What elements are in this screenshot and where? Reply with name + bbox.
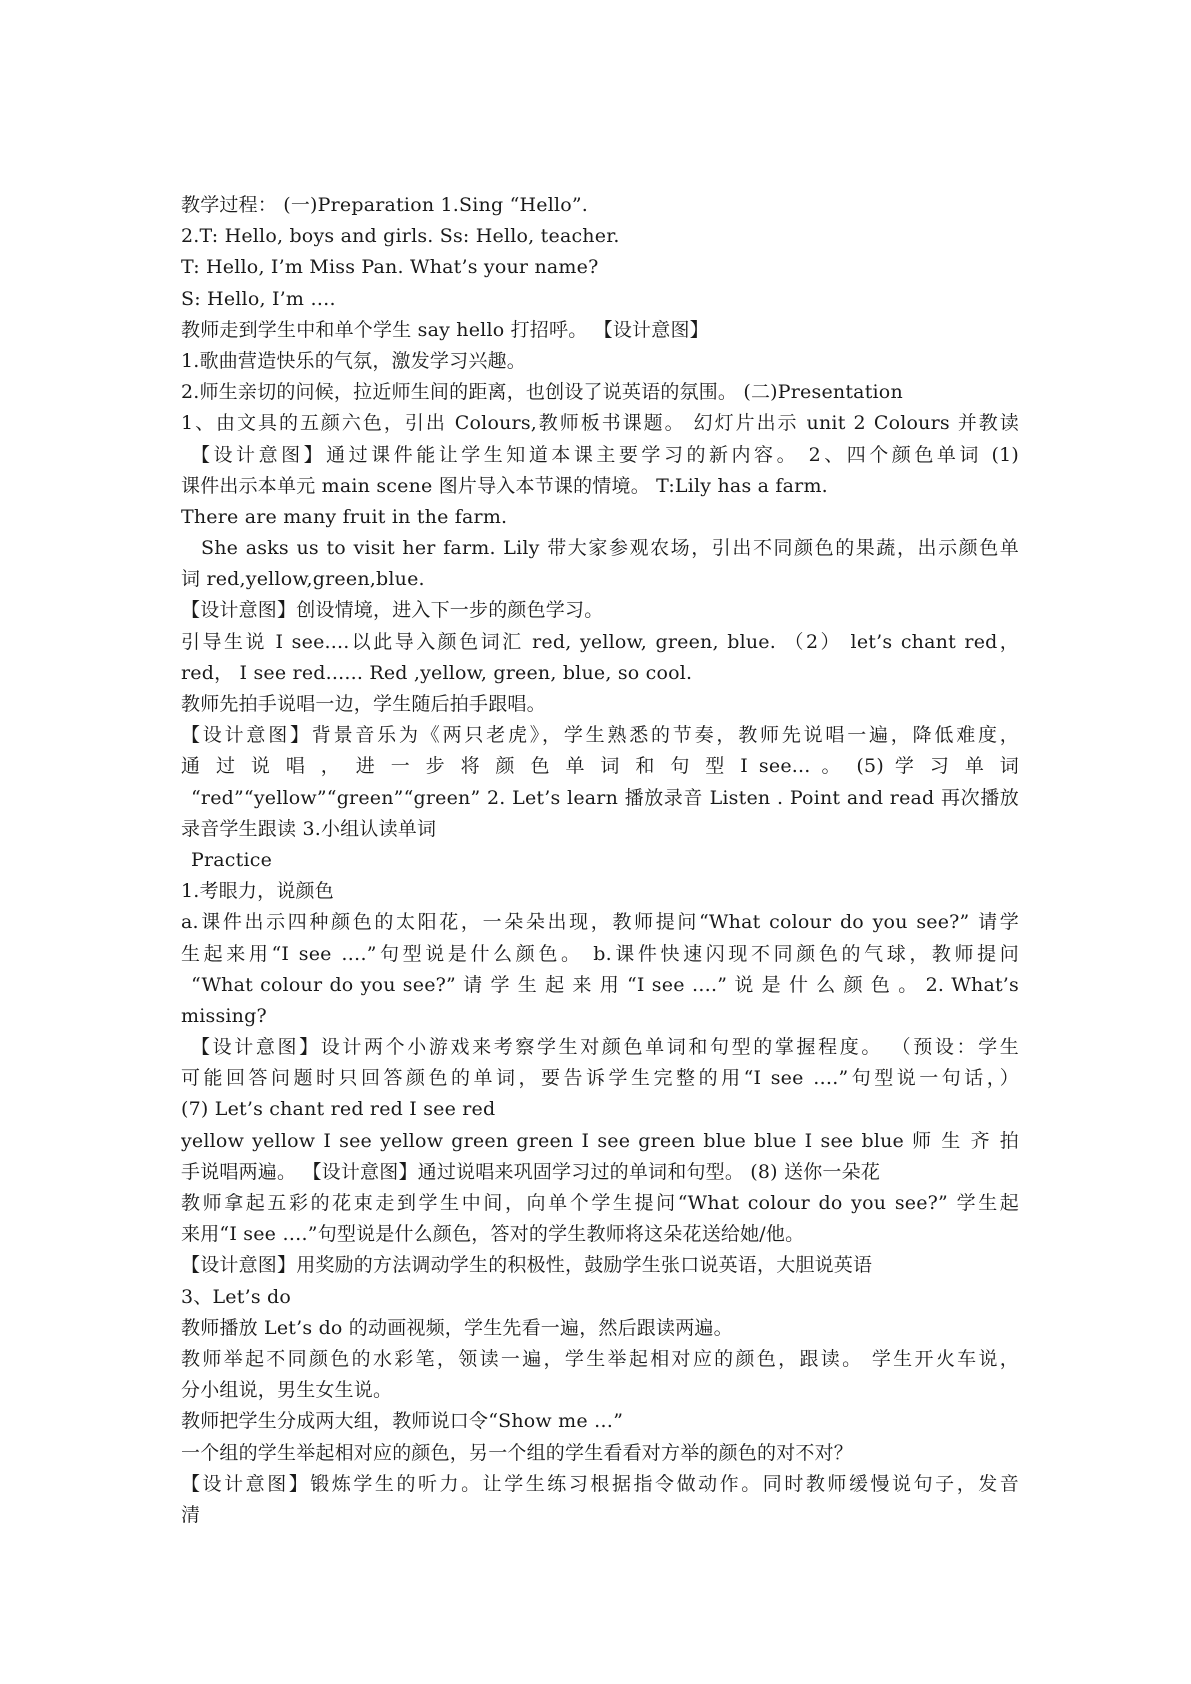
text-line: 分小组说，男生女生说。 — [181, 1379, 393, 1402]
text-line: 来用“I see ….”句型说是什么颜色，答对的学生教师将这朵花送给她/他。 — [181, 1223, 805, 1246]
text-line: 教师把学生分成两大组，教师说口令“Show me …” — [181, 1410, 624, 1433]
text-line: 1、由文具的五颜六色，引出 Colours,教师板书课题。 幻灯片出示 unit 2 Colours 并教读 — [181, 412, 1019, 435]
text-line: a.课件出示四种颜色的太阳花，一朵朵出现，教师提问“What colour do you see?” 请学 — [181, 911, 1019, 934]
text-line: 【设计意图】通过课件能让学生知道本课主要学习的新内容。 2、四个颜色单词 (1) — [191, 443, 1019, 466]
text-line: 词 red,yellow,green,blue. — [181, 568, 425, 591]
text-line: 【设计意图】用奖励的方法调动学生的积极性，鼓励学生张口说英语，大胆说英语 — [181, 1254, 873, 1277]
text-line: (7) Let’s chant red red I see red — [181, 1098, 496, 1121]
document-body — [181, 190, 1019, 1531]
text-line: 【设计意图】设计两个小游戏来考察学生对颜色单词和句型的掌握程度。 （预设：学生 — [191, 1036, 1019, 1059]
text-line: red， I see red...... Red ,yellow, green, blue, so cool. — [181, 661, 693, 684]
text-line: She asks us to visit her farm. Lily 带大家参观农场，引出不同颜色的果蔬，出示颜色单 — [201, 537, 1019, 560]
text-line: 教师举起不同颜色的水彩笔，领读一遍，学生举起相对应的颜色，跟读。 学生开火车说， — [181, 1347, 1019, 1370]
text-line: 可能回答问题时只回答颜色的单词，要告诉学生完整的用“I see ….”句型说一句话，） — [181, 1067, 1019, 1090]
text-line: yellow yellow I see yellow green green I see green blue blue I see blue 师 生 齐 拍 — [181, 1129, 1019, 1152]
text-line: T: Hello, I’m Miss Pan. What’s your name? — [181, 256, 599, 279]
text-line: 2.T: Hello, boys and girls. Ss: Hello, teacher. — [181, 225, 620, 248]
text-line: S: Hello, I’m …. — [181, 287, 336, 310]
text-line: 【设计意图】创设情境，进入下一步的颜色学习。 — [181, 599, 604, 622]
text-line: 教师播放 Let’s do 的动画视频，学生先看一遍，然后跟读两遍。 — [181, 1316, 733, 1339]
text-line: 【设计意图】背景音乐为《两只老虎》，学生熟悉的节奏，教师先说唱一遍，降低难度， — [181, 724, 1019, 747]
text-line: 生起来用“I see ….”句型说是什么颜色。 b.课件快速闪现不同颜色的气球，教师提问 — [181, 942, 1019, 965]
text-line: 1.歌曲营造快乐的气氛，激发学习兴趣。 — [181, 349, 526, 372]
text-line: 教师走到学生中和单个学生 say hello 打招呼。 【设计意图】 — [181, 318, 709, 341]
text-line: missing? — [181, 1004, 267, 1027]
text-line: 2.师生亲切的问候，拉近师生间的距离，也创设了说英语的氛围。 (二)Presentation — [181, 381, 903, 404]
text-line: There are many fruit in the farm. — [181, 505, 508, 528]
text-line: 通 过 说 唱 ， 进 一 步 将 颜 色 单 词 和 句 型 I see... 。 (5) 学 习 单 词 — [181, 755, 1019, 778]
text-line: 1.考眼力，说颜色 — [181, 880, 334, 903]
text-line: 课件出示本单元 main scene 图片导入本节课的情境。 T:Lily has a farm. — [181, 474, 828, 497]
text-line: 引导生说 I see....以此导入颜色词汇 red, yellow, green, blue. （2） let’s chant red， — [181, 630, 1019, 653]
text-line: 手说唱两遍。 【设计意图】通过说唱来巩固学习过的单词和句型。 (8) 送你一朵花 — [181, 1160, 881, 1183]
text-line: 教学过程： (一)Preparation 1.Sing “Hello”. — [181, 194, 589, 216]
text-line: “red”“yellow”“green”“green” 2. Let’s learn 播放录音 Listen . Point and read 再次播放 — [191, 786, 1019, 809]
text-line: 清 — [181, 1503, 201, 1526]
text-line: Practice — [191, 848, 273, 871]
text-line: 录音学生跟读 3.小组认读单词 — [181, 817, 437, 840]
text-line: 教师拿起五彩的花束走到学生中间，向单个学生提问“What colour do you see?” 学生起 — [181, 1192, 1019, 1214]
text-line: 【设计意图】锻炼学生的听力。让学生练习根据指令做动作。同时教师缓慢说句子，发音 — [181, 1472, 1019, 1495]
text-line: 一个组的学生举起相对应的颜色，另一个组的学生看看对方举的颜色的对不对？ — [181, 1441, 854, 1464]
text-line: 教师先拍手说唱一边，学生随后拍手跟唱。 — [181, 693, 546, 715]
text-line: 3、Let’s do — [181, 1285, 292, 1308]
text-line: “What colour do you see?” 请 学 生 起 来 用 “I see ….” 说 是 什 么 颜 色 。 2. What’s — [191, 973, 1019, 996]
